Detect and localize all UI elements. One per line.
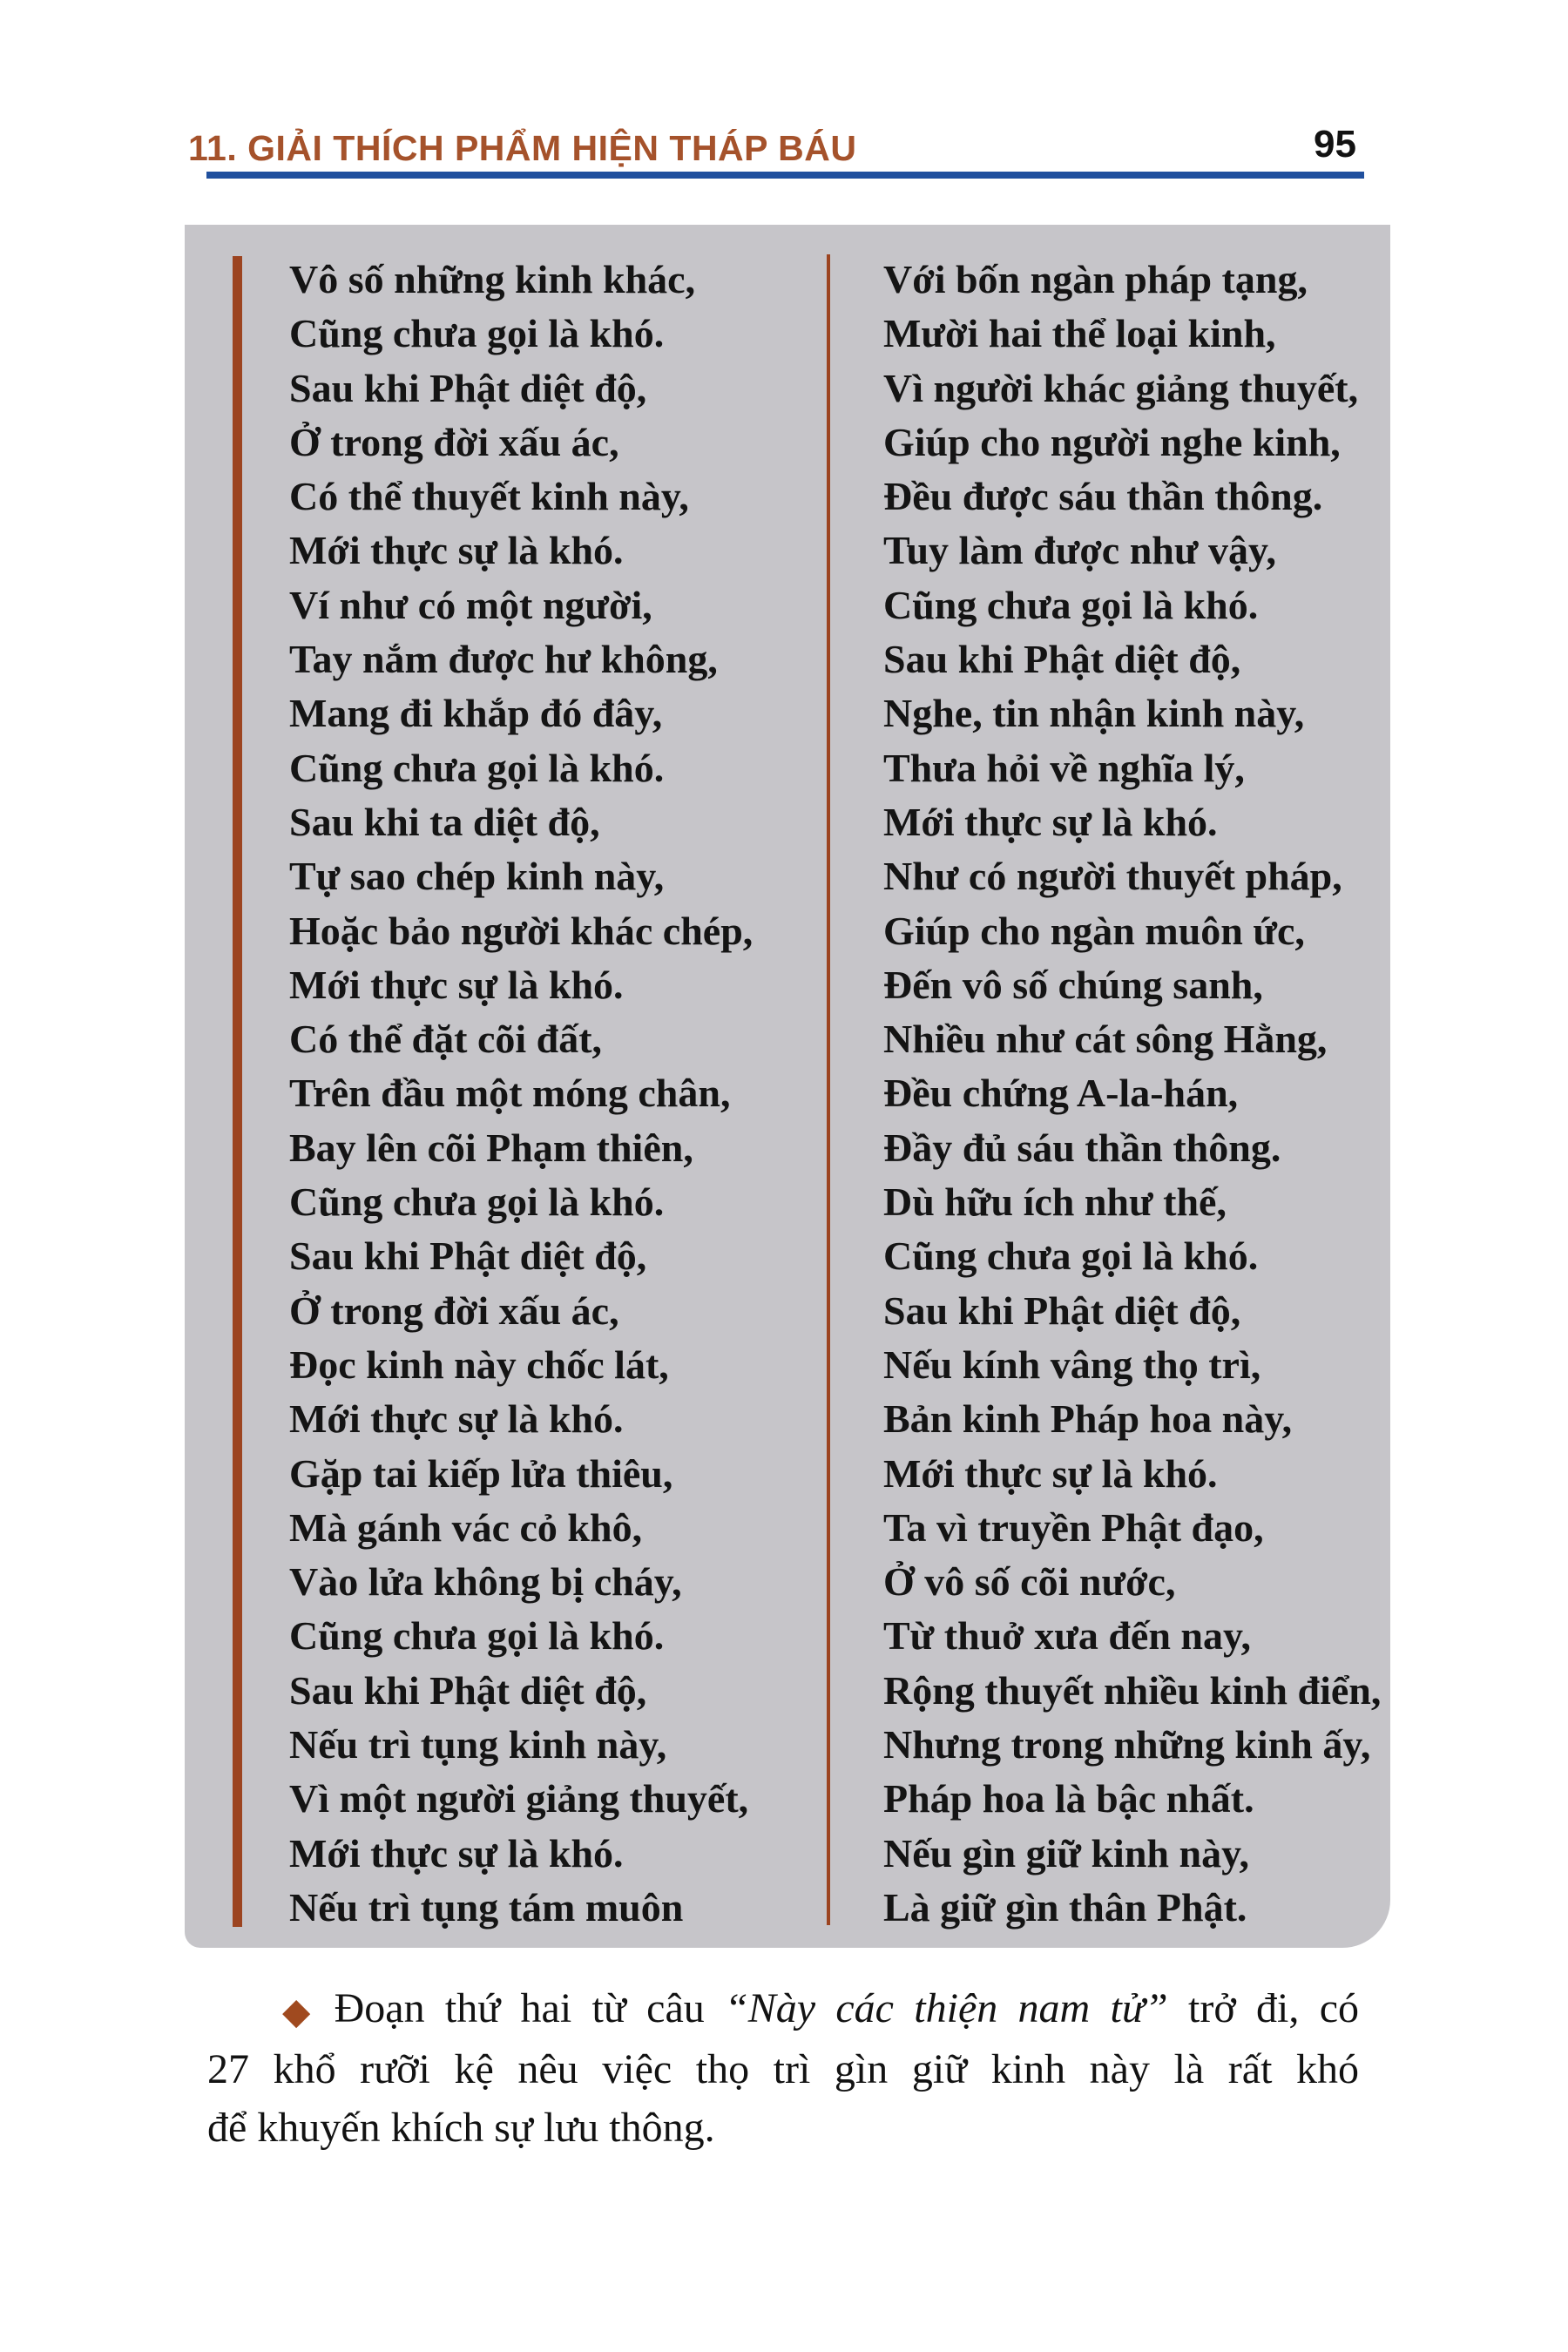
verse-line: Cũng chưa gọi là khó.	[883, 582, 1259, 627]
verse-line: Ta vì truyền Phật đạo,	[883, 1504, 1264, 1550]
verse-line: Pháp hoa là bậc nhất.	[883, 1776, 1254, 1821]
commentary-paragraph	[207, 1979, 1359, 2157]
verse-line: Ở trong đời xấu ác,	[289, 419, 619, 464]
verse-line: Cũng chưa gọi là khó.	[289, 1613, 665, 1659]
verse-line: Tuy làm được như vậy,	[883, 528, 1276, 573]
commentary-line-2: 27 khổ rưỡi kệ nêu việc thọ trì gìn giữ kinh này là rất khó	[207, 2046, 1359, 2092]
commentary-text-pre: Đoạn thứ hai từ câu	[334, 1985, 726, 2031]
verse-column-divider-bar	[827, 254, 830, 1925]
verse-line: Mang đi khắp đó đây,	[289, 691, 663, 736]
verse-line: Giúp cho ngàn muôn ức,	[883, 908, 1305, 953]
verse-line: Cũng chưa gọi là khó.	[289, 745, 665, 790]
verse-line: Ví như có một người,	[289, 582, 652, 627]
verse-line: Bay lên cõi Phạm thiên,	[289, 1125, 693, 1170]
verse-line: Ở trong đời xấu ác,	[289, 1288, 619, 1333]
verse-line: Đều chứng A-la-hán,	[883, 1071, 1239, 1116]
page-number: 95	[1314, 123, 1356, 166]
verse-line: Mười hai thể loại kinh,	[883, 311, 1276, 356]
verse-line: Có thể thuyết kinh này,	[289, 474, 689, 519]
verse-line: Có thể đặt cõi đất,	[289, 1017, 603, 1062]
verse-line: Thưa hỏi về nghĩa lý,	[883, 745, 1245, 790]
verse-line: Mới thực sự là khó.	[289, 1830, 624, 1876]
diamond-bullet-icon: ◆	[282, 1990, 321, 2032]
verse-line: Rộng thuyết nhiều kinh điển,	[883, 1667, 1382, 1713]
verse-line: Nếu trì tụng tám muôn	[289, 1884, 684, 1930]
verse-line: Cũng chưa gọi là khó.	[289, 1179, 665, 1225]
verse-line: Tự sao chép kinh này,	[289, 854, 665, 899]
verse-line: Vì một người giảng thuyết,	[289, 1776, 749, 1821]
verse-accent-bar-left	[233, 256, 242, 1927]
verse-line: Mới thực sự là khó.	[289, 528, 624, 573]
verse-line: Đến vô số chúng sanh,	[883, 962, 1263, 1007]
verse-line: Là giữ gìn thân Phật.	[883, 1884, 1247, 1930]
verse-line: Mà gánh vác cỏ khô,	[289, 1504, 643, 1550]
verse-line: Bản kinh Pháp hoa này,	[883, 1396, 1293, 1442]
verse-line: Trên đầu một móng chân,	[289, 1071, 731, 1116]
verse-line: Sau khi Phật diệt độ,	[289, 365, 647, 410]
verse-line: Mới thực sự là khó.	[883, 1450, 1218, 1496]
verse-line: Nếu trì tụng kinh này,	[289, 1722, 667, 1767]
verse-line: Đều được sáu thần thông.	[883, 474, 1323, 519]
commentary-text-post: trở đi, có	[1167, 1985, 1360, 2031]
header-rule	[206, 172, 1364, 179]
verse-line: Vì người khác giảng thuyết,	[883, 365, 1359, 410]
verse-line: Vô số những kinh khác,	[289, 257, 696, 301]
verse-line: Nhiều như cát sông Hằng,	[883, 1017, 1328, 1062]
verse-line: Cũng chưa gọi là khó.	[289, 311, 665, 356]
verse-line: Nếu kính vâng thọ trì,	[883, 1342, 1261, 1387]
verse-line: Mới thực sự là khó.	[289, 1396, 624, 1442]
verse-line: Cũng chưa gọi là khó.	[883, 1233, 1259, 1279]
verse-column-right	[883, 253, 1381, 1935]
verse-line: Mới thực sự là khó.	[883, 799, 1218, 844]
verse-line: Đầy đủ sáu thần thông.	[883, 1125, 1281, 1170]
verse-line: Sau khi Phật diệt độ,	[883, 637, 1241, 682]
verse-line: Dù hữu ích như thế,	[883, 1179, 1227, 1225]
commentary-line-3: để khuyến khích sự lưu thông.	[207, 2105, 715, 2151]
verse-line: Như có người thuyết pháp,	[883, 854, 1342, 899]
verse-line: Sau khi Phật diệt độ,	[883, 1288, 1241, 1333]
verse-line: Vào lửa không bị cháy,	[289, 1559, 682, 1605]
chapter-title: 11. GIẢI THÍCH PHẨM HIỆN THÁP BÁU	[188, 128, 857, 168]
verse-line: Ở vô số cõi nước,	[883, 1559, 1176, 1605]
verse-line: Sau khi ta diệt độ,	[289, 799, 600, 844]
commentary-line-1	[207, 1979, 1359, 2040]
verse-line: Từ thuở xưa đến nay,	[883, 1613, 1251, 1659]
verse-line: Nếu gìn giữ kinh này,	[883, 1830, 1250, 1876]
verse-line: Sau khi Phật diệt độ,	[289, 1233, 647, 1279]
verse-line: Với bốn ngàn pháp tạng,	[883, 257, 1308, 301]
verse-line: Nhưng trong những kinh ấy,	[883, 1722, 1371, 1767]
verse-line: Mới thực sự là khó.	[289, 962, 624, 1007]
verse-line: Giúp cho người nghe kinh,	[883, 419, 1341, 464]
verse-column-left	[289, 253, 753, 1935]
verse-line: Gặp tai kiếp lửa thiêu,	[289, 1450, 673, 1496]
verse-line: Hoặc bảo người khác chép,	[289, 908, 754, 953]
verse-line: Sau khi Phật diệt độ,	[289, 1667, 647, 1713]
commentary-quote: “Này các thiện nam tử”	[725, 1985, 1168, 2031]
verse-line: Đọc kinh này chốc lát,	[289, 1342, 669, 1387]
verse-line: Tay nắm được hư không,	[289, 637, 718, 682]
verse-line: Nghe, tin nhận kinh này,	[883, 691, 1305, 736]
